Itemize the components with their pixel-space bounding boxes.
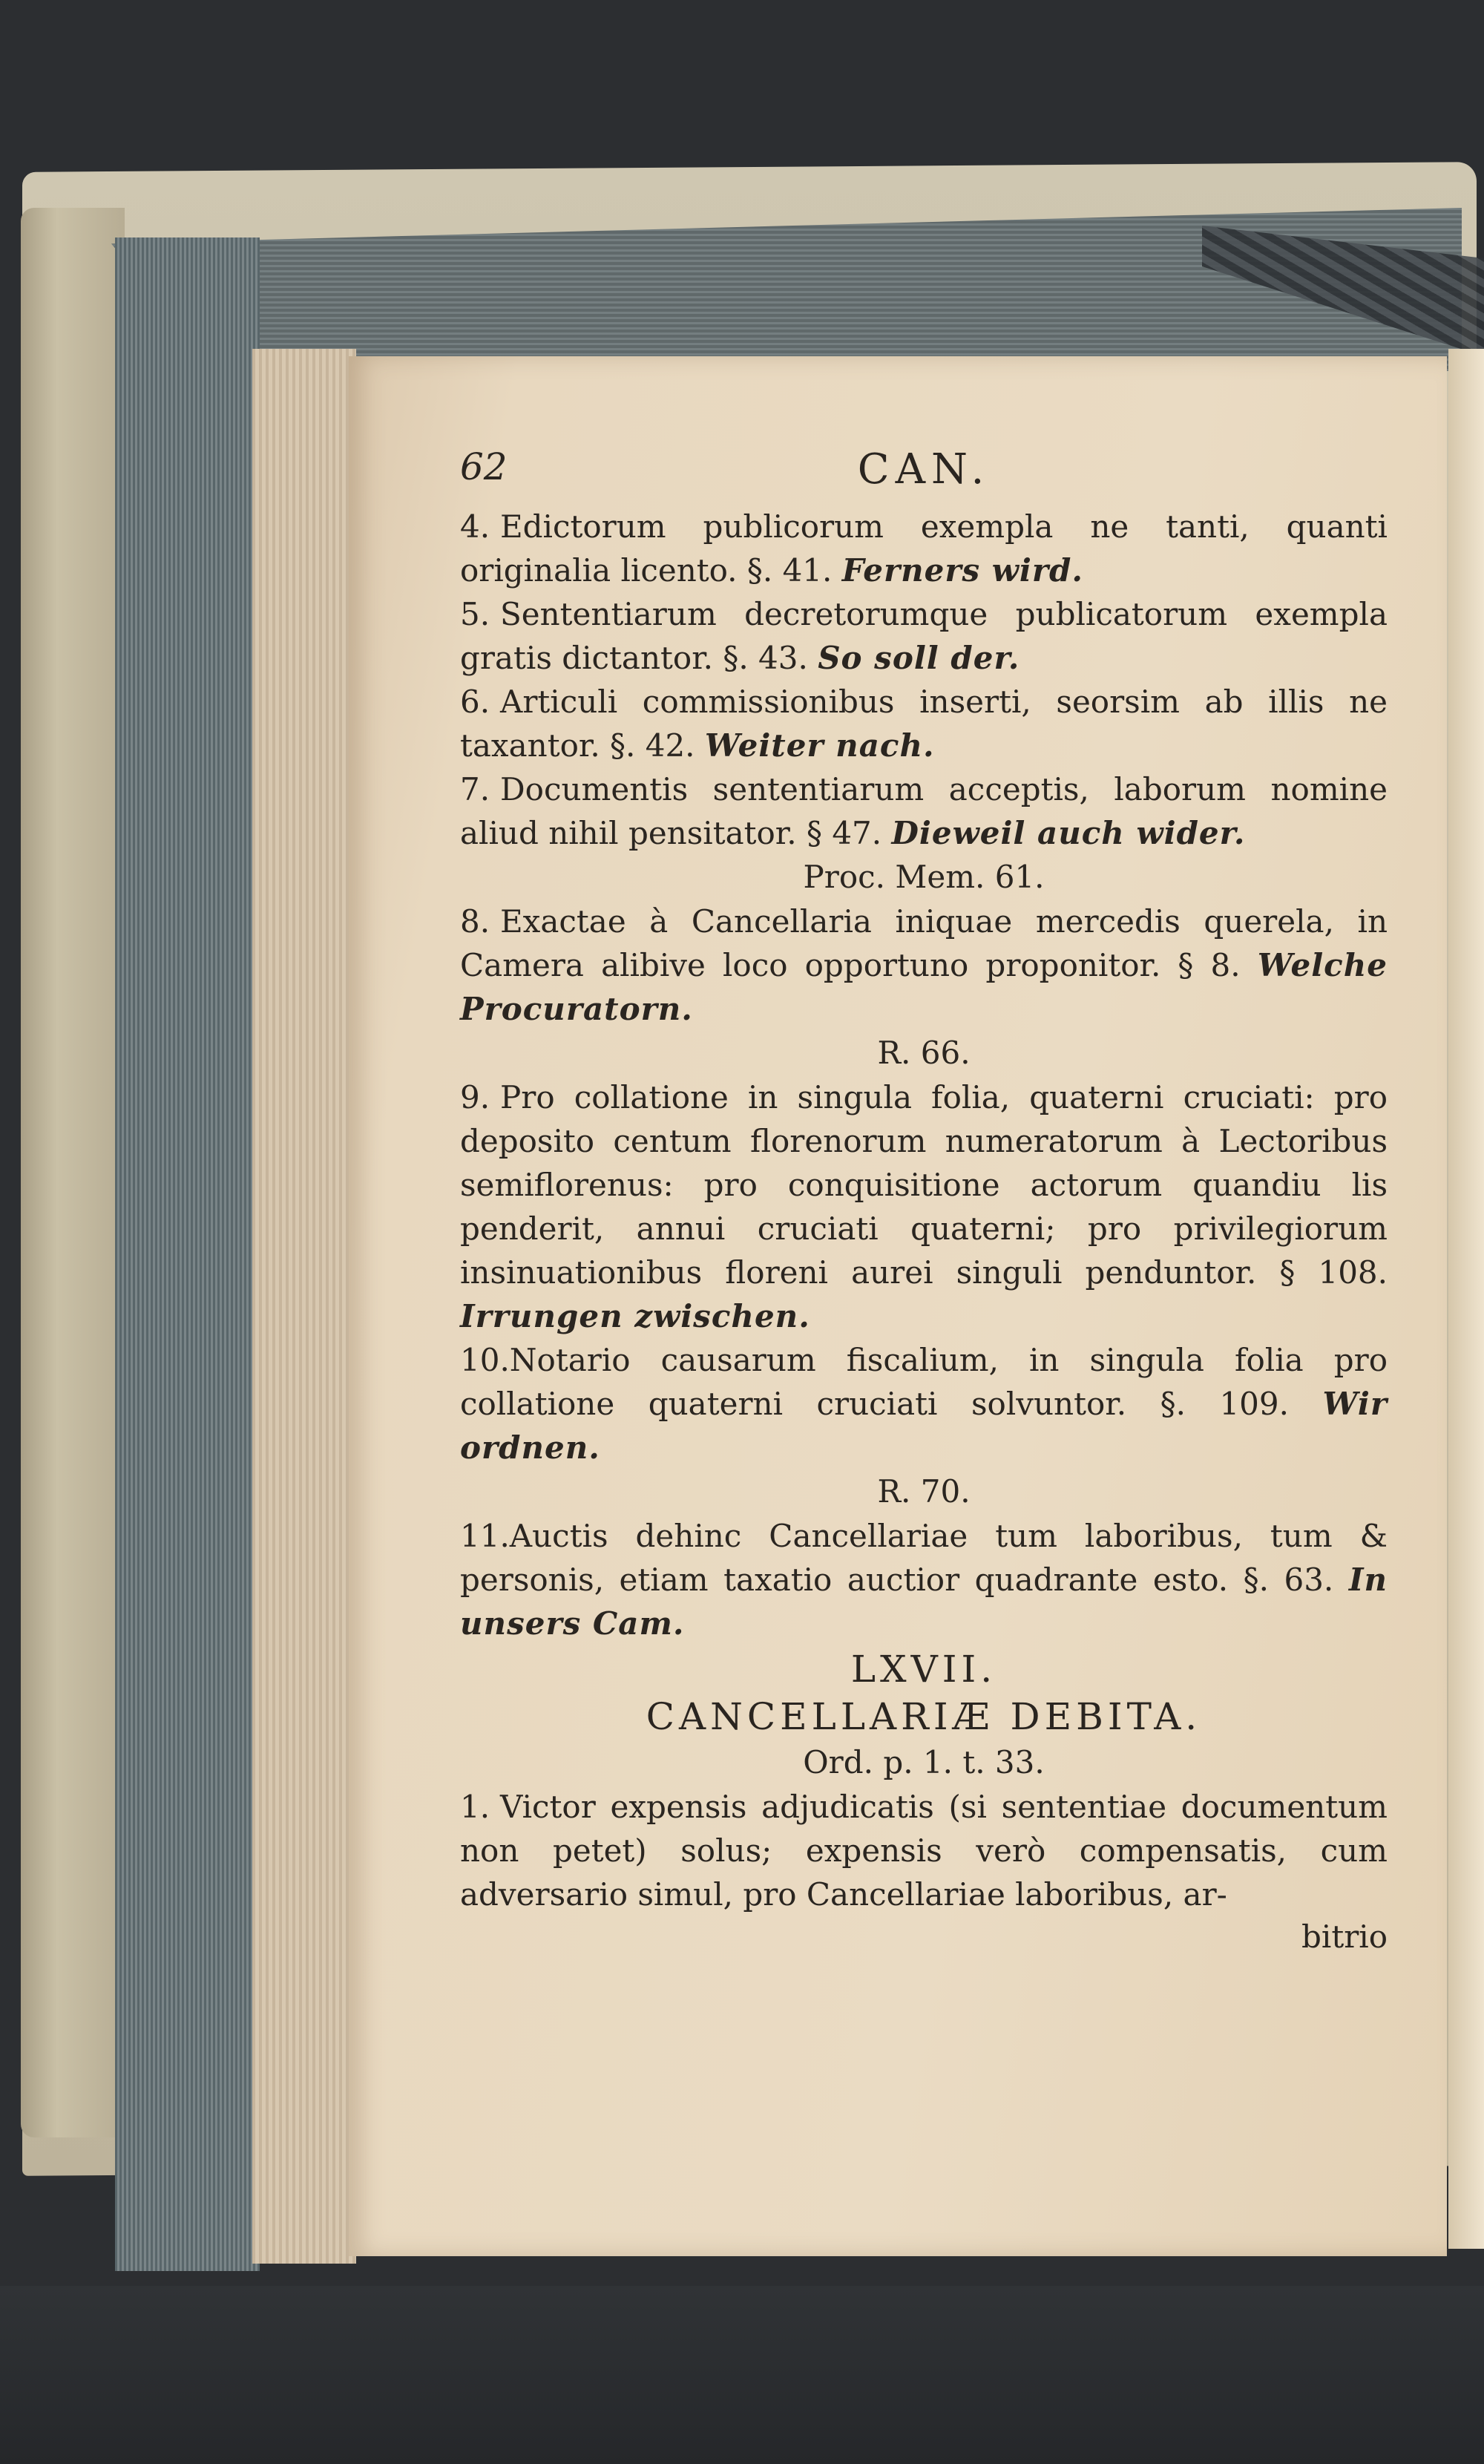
entry-number: 11.: [460, 1518, 510, 1554]
facing-page-edge: [1448, 349, 1484, 2249]
entry-number: 10.: [460, 1342, 510, 1378]
entry-german-reference: In unsers Cam.: [460, 1562, 1388, 1642]
entry-paragraph: [460, 592, 1388, 680]
entry-number: 5.: [460, 596, 490, 632]
reference-r66: R. 66.: [877, 1035, 971, 1071]
entry-latin-text: Notario causarum fiscalium, in singula folia pro collatione quaterni cruciati solvuntor. §. 109.: [460, 1342, 1388, 1422]
entry-german-reference: Irrungen zwischen.: [460, 1298, 810, 1334]
entry-latin-text: Sententiarum decretorumque publicatorum exempla gratis dictantor. §. 43.: [460, 596, 1388, 676]
catchword: bitrio: [1301, 1919, 1388, 1955]
entry-german-reference: So soll der.: [818, 640, 1020, 676]
entry-latin-text: Edictorum publicorum exempla ne tanti, quanti originalia licento. §. 41.: [460, 508, 1388, 589]
entries-group-a: [460, 505, 1388, 855]
page-number: 62: [460, 445, 508, 488]
entry-paragraph: [460, 505, 1388, 592]
entry-number: 8.: [460, 903, 490, 940]
entry-latin-text: Articuli commissionibus inserti, seorsim ab illis ne taxantor. §. 42.: [460, 684, 1388, 764]
entry-paragraph: [460, 767, 1388, 855]
reference-proc: Proc. Mem. 61.: [803, 859, 1045, 895]
entry-latin-text: Documentis sententiarum acceptis, laborum nomine aliud nihil pensitator. § 47.: [460, 771, 1388, 851]
entry-paragraph: [460, 1338, 1388, 1469]
entry-paragraph: [460, 1785, 1388, 1916]
section-title: CANCELLARIÆ DEBITA.: [646, 1695, 1202, 1738]
page-edges: [115, 237, 260, 2271]
entry-german-reference: Weiter nach.: [704, 727, 935, 764]
section-numeral: LXVII.: [850, 1648, 997, 1691]
entry-latin-text: Exactae à Cancellaria iniquae mercedis querela, in Camera alibive loco opportuno proponitor. § 8.: [460, 903, 1388, 983]
printed-page: [349, 356, 1447, 2256]
background-shadow: [0, 2286, 1484, 2464]
entry-number: 9.: [460, 1079, 490, 1115]
entry-paragraph: [460, 1075, 1388, 1338]
entry-paragraph: [460, 1514, 1388, 1645]
entries-group-e: [460, 1785, 1388, 1916]
entry-german-reference: Wir ordnen.: [460, 1386, 1388, 1466]
entry-number: 4.: [460, 508, 490, 545]
running-head: [460, 445, 1388, 505]
entry-latin-text: Victor expensis adjudicatis (si sententiae documentum non petet) solus; expensis verò compensatis, cum adversario simul, pro Cancellariae laboribus, ar-: [460, 1789, 1388, 1913]
section-reference: Ord. p. 1. t. 33.: [803, 1744, 1045, 1780]
entries-group-c: [460, 1075, 1388, 1469]
entry-paragraph: [460, 680, 1388, 767]
entry-german-reference: Ferners wird.: [841, 552, 1083, 589]
entry-paragraph: [460, 900, 1388, 1031]
page-text: [460, 445, 1388, 1958]
entry-latin-text: Pro collatione in singula folia, quaterni cruciati: pro deposito centum florenorum numeratorum à Lectoribus semiflorenus: pro conquisitione actorum quandiu lis penderit, annui cruciati quaterni; pro privilegiorum insinuationibus floreni aurei singuli penduntor. § 108.: [460, 1079, 1388, 1291]
running-title: CAN.: [857, 445, 991, 494]
page-leaves: [252, 349, 356, 2264]
entries-group-b: [460, 900, 1388, 1031]
entry-german-reference: Dieweil auch wider.: [891, 815, 1246, 851]
entry-german-reference: Welche Procuratorn.: [460, 947, 1388, 1027]
entry-latin-text: Auctis dehinc Cancellariae tum laboribus, tum & personis, etiam taxatio auctior quadrante esto. §. 63.: [460, 1518, 1388, 1598]
reference-r70: R. 70.: [877, 1473, 971, 1510]
entries-group-d: [460, 1514, 1388, 1645]
book-spine: [21, 208, 125, 2137]
entry-number: 1.: [460, 1789, 490, 1825]
entry-number: 7.: [460, 771, 490, 807]
entry-number: 6.: [460, 684, 490, 720]
